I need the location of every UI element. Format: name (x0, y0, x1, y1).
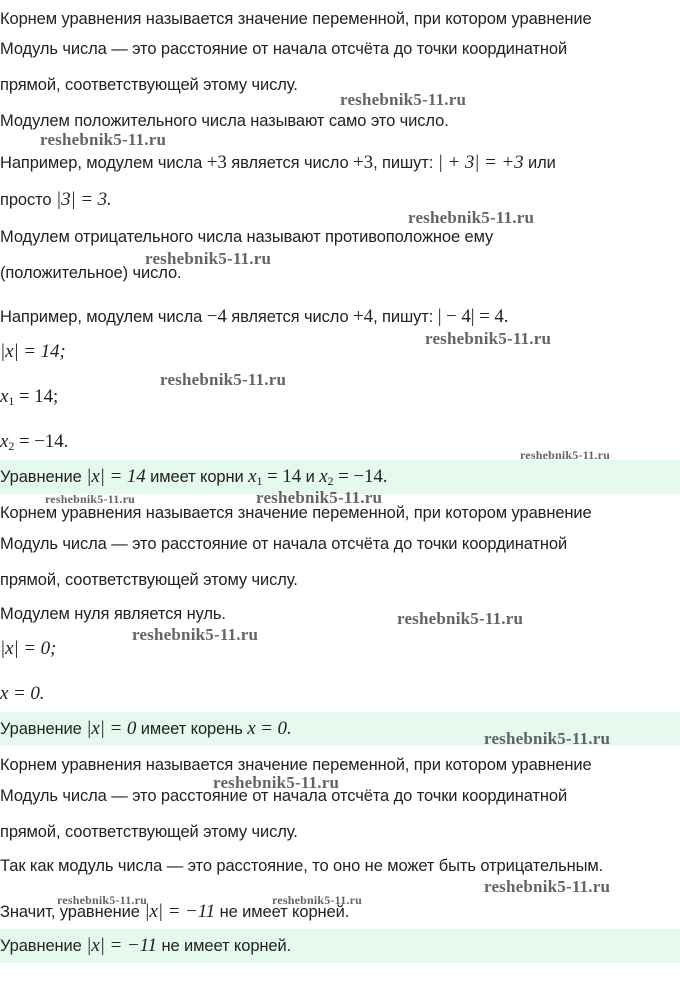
math-expression: | − 4| = 4. (437, 306, 509, 327)
value: = −14. (333, 466, 388, 487)
watermark: reshebnik5-11.ru (213, 773, 340, 792)
text-segment: или (523, 154, 556, 172)
watermark: reshebnik5-11.ru (132, 625, 259, 644)
math-expression: +4 (353, 306, 374, 327)
variable: x (0, 386, 9, 407)
negative-rule-line1: Модулем отрицательного числа называют противоположное ему (0, 228, 494, 246)
math-expression: x = 0. (247, 718, 292, 739)
modulus-definition-line2: прямой, соответствующей этому числу. (0, 76, 298, 94)
math-expression: −4 (206, 306, 227, 327)
watermark: reshebnik5-11.ru (256, 488, 383, 507)
subscript: 1 (256, 474, 263, 488)
watermark: reshebnik5-11.ru (160, 370, 287, 389)
value: = 14; (14, 386, 59, 407)
answer-box-3 (0, 929, 680, 963)
modulus-definition-line2: прямой, соответствующей этому числу. (0, 571, 298, 589)
modulus-definition-line2: прямой, соответствующей этому числу. (0, 823, 298, 841)
text-segment: Например, модулем числа (0, 308, 207, 326)
root-definition: Корнем уравнения называется значение переменной, при котором уравнение (0, 10, 592, 28)
watermark: reshebnik5-11.ru (484, 729, 611, 748)
watermark: reshebnik5-11.ru (40, 130, 167, 149)
subscript: 2 (8, 439, 15, 453)
variable: x (319, 466, 328, 487)
math-expression: |x| = −11 (144, 901, 216, 922)
root-x-0: x = 0. (0, 683, 45, 704)
text-segment: Например, модулем числа (0, 154, 207, 172)
text-segment: не имеет корней. (215, 903, 350, 921)
variable: x (0, 431, 9, 452)
nonnegative-rule: Так как модуль числа — это расстояние, то оно не может быть отрицательным. (0, 857, 604, 875)
watermark: reshebnik5-11.ru (484, 877, 611, 896)
math-expression: | + 3| = +3 (437, 152, 524, 173)
root-definition: Корнем уравнения называется значение переменной, при котором уравнение (0, 756, 592, 774)
negative-example (0, 306, 508, 328)
text-segment: Уравнение (0, 720, 87, 738)
math-expression: |x| = 14 (86, 466, 146, 487)
text-segment: имеет корень (136, 720, 248, 738)
watermark: reshebnik5-11.ru (272, 893, 362, 907)
watermark: reshebnik5-11.ru (145, 249, 272, 268)
text-segment: Уравнение (0, 937, 87, 955)
text-segment: является число (226, 154, 354, 172)
math-expression: |x| = −11 (86, 935, 157, 956)
simply-line (0, 189, 112, 211)
text-segment: имеет корни (145, 468, 249, 486)
root-x2 (0, 431, 68, 457)
zero-rule: Модулем нуля является нуль. (0, 605, 226, 623)
value: = 14 (262, 466, 302, 487)
math-expression: +3 (353, 152, 374, 173)
watermark: reshebnik5-11.ru (425, 329, 552, 348)
text-segment: Значит, уравнение (0, 903, 145, 921)
text-segment: просто (0, 191, 56, 209)
watermark: reshebnik5-11.ru (45, 492, 135, 506)
text-segment: и (301, 468, 320, 486)
math-expression: |x| = 0 (86, 718, 137, 739)
math-expression: |3| = 3. (55, 189, 112, 210)
root-x1 (0, 386, 58, 412)
positive-example (0, 152, 556, 174)
positive-rule: Модулем положительного числа называют само это число. (0, 112, 449, 130)
subscript: 1 (8, 394, 15, 408)
variable: x (248, 466, 257, 487)
negative-rule-line2: (положительное) число. (0, 264, 182, 282)
text-segment: является число (226, 308, 354, 326)
watermark: reshebnik5-11.ru (340, 90, 467, 109)
value: = −14. (14, 431, 69, 452)
modulus-definition-line1: Модуль числа — это расстояние от начала отсчёта до точки координатной (0, 40, 568, 58)
root-definition: Корнем уравнения называется значение переменной, при котором уравнение (0, 504, 592, 522)
modulus-definition-line1: Модуль числа — это расстояние от начала отсчёта до точки координатной (0, 535, 568, 553)
watermark: reshebnik5-11.ru (397, 609, 524, 628)
text-segment: не имеет корней. (156, 937, 292, 955)
math-expression (319, 466, 387, 487)
math-expression (248, 466, 301, 487)
modulus-definition-line1: Модуль числа — это расстояние от начала отсчёта до точки координатной (0, 787, 568, 805)
watermark: reshebnik5-11.ru (57, 893, 147, 907)
equation-abs-x-14: |x| = 14; (0, 341, 66, 362)
math-expression: +3 (206, 152, 227, 173)
watermark: reshebnik5-11.ru (408, 208, 535, 227)
watermark: reshebnik5-11.ru (520, 448, 610, 462)
equation-abs-x-0: |x| = 0; (0, 638, 57, 659)
text-segment: , пишут: (373, 308, 438, 326)
text-segment: , пишут: (373, 154, 438, 172)
subscript: 2 (327, 474, 334, 488)
text-segment: Уравнение (0, 468, 87, 486)
